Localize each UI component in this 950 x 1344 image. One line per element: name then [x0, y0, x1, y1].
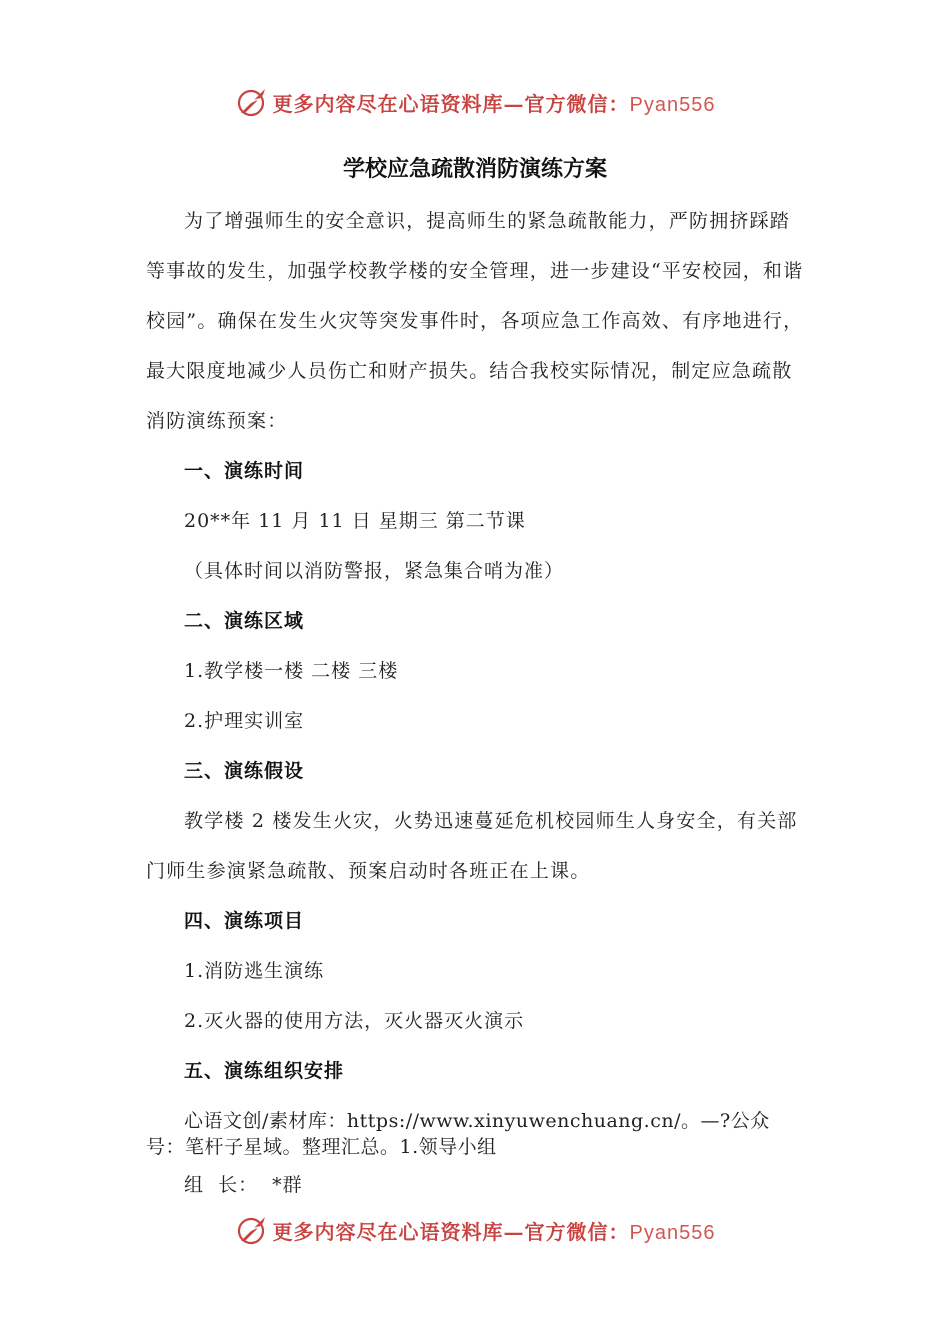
document-body [146, 196, 806, 1210]
section-heading-area: 二、演练区域 [184, 610, 305, 632]
intro-paragraph: 为了增强师生的安全意识，提高师生的紧急疏散能力，严防拥挤踩踏等事故的发生，加强学校教学楼的安全管理，进一步建设“平安校园，和谐校园”。确保在发生火灾等突发事件时，各项应急工作高效、有序地进行，最大限度地减少人员伤亡和财产损失。结合我校实际情况，制定应急疏散消防演练预案： [146, 210, 804, 432]
quill-pen-logo-icon [235, 85, 269, 119]
banner-text: 更多内容尽在心语资料库—官方微信：Pyan556 [272, 1219, 716, 1244]
drill-item-1: 1.消防逃生演练 [184, 960, 325, 982]
banner-text: 更多内容尽在心语资料库—官方微信：Pyan556 [272, 91, 716, 116]
area-item-2: 2.护理实训室 [184, 710, 305, 732]
document-title: 学校应急疏散消防演练方案 [342, 157, 607, 182]
section-heading-time: 一、演练时间 [184, 460, 305, 482]
banner-wechat-id: Pyan556 [629, 1221, 716, 1244]
assumption-paragraph: 教学楼 2 楼发生火灾，火势迅速蔓延危机校园师生人身安全，有关部门师生参演紧急疏散、预案启动时各班正在上课。 [146, 810, 798, 882]
footer-banner [0, 1210, 950, 1250]
drill-item-2: 2.灭火器的使用方法，灭火器灭火演示 [184, 1010, 525, 1032]
group-leader-line: 组 长： *群 [184, 1174, 303, 1196]
section-heading-assumption: 三、演练假设 [184, 760, 305, 782]
quill-pen-logo-icon [235, 1213, 269, 1247]
section-heading-items: 四、演练项目 [184, 910, 305, 932]
banner-wechat-id: Pyan556 [629, 93, 716, 116]
source-note: 心语文创/素材库：https://www.xinyuwenchuang.cn/。—?公众号：笔杆子星域。整理汇总。1.领导小组 [146, 1110, 770, 1158]
area-item-1: 1.教学楼一楼 二楼 三楼 [184, 660, 399, 682]
drill-time-note: （具体时间以消防警报，紧急集合哨为准） [184, 560, 565, 582]
drill-date-line: 20**年 11 月 11 日 星期三 第二节课 [184, 510, 526, 532]
section-heading-organization: 五、演练组织安排 [184, 1060, 345, 1082]
header-banner [0, 82, 950, 122]
